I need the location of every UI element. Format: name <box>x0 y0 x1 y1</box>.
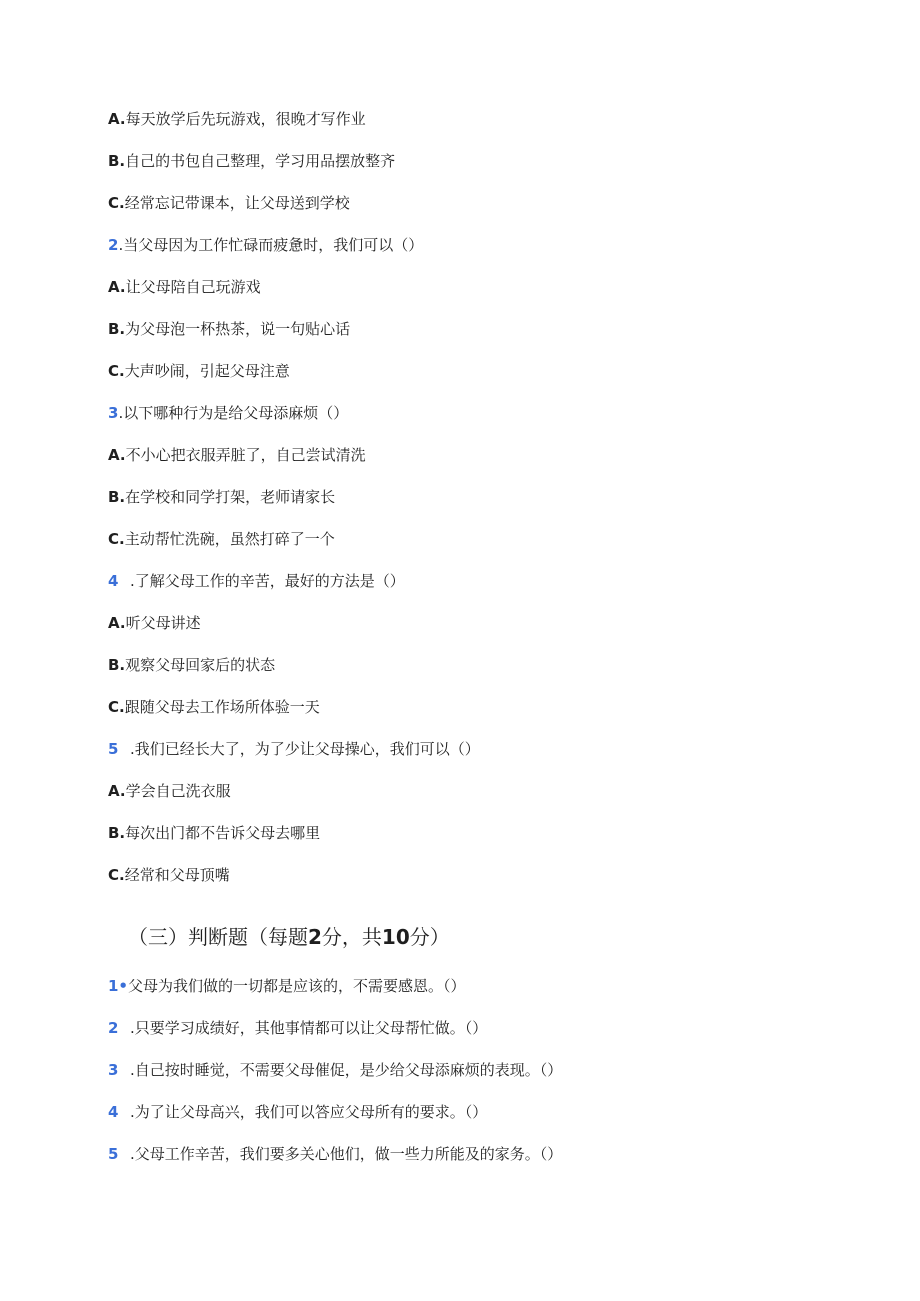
option-text: 让父母陪自己玩游戏 <box>125 278 261 296</box>
question-number: 5 <box>108 740 119 758</box>
item-number: 3 <box>108 1061 119 1079</box>
question-text: .以下哪种行为是给父母添麻烦（） <box>118 404 349 422</box>
option-4a <box>108 613 201 633</box>
option-letter: A. <box>108 110 126 128</box>
option-4b <box>108 655 275 675</box>
option-text: 跟随父母去工作场所体验一天 <box>124 698 320 716</box>
option-text: 为父母泡一杯热茶，说一句贴心话 <box>125 320 351 338</box>
option-letter: C. <box>108 698 125 716</box>
option-letter: B. <box>108 152 126 170</box>
option-letter: B. <box>108 824 126 842</box>
judgement-item-4 <box>108 1102 487 1122</box>
item-number: 4 <box>108 1103 119 1121</box>
option-text: 在学校和同学打架，老师请家长 <box>125 488 336 506</box>
option-letter: A. <box>108 278 126 296</box>
option-5b <box>108 823 320 843</box>
option-letter: B. <box>108 320 126 338</box>
option-text: 经常和父母顶嘴 <box>124 866 230 884</box>
option-text: 大声吵闹，引起父母注意 <box>124 362 290 380</box>
option-3b <box>108 487 335 507</box>
option-text: 经常忘记带课本，让父母送到学校 <box>124 194 350 212</box>
option-letter: C. <box>108 530 125 548</box>
question-text: .当父母因为工作忙碌而疲惫时，我们可以（） <box>118 236 424 254</box>
option-text: 每次出门都不告诉父母去哪里 <box>125 824 321 842</box>
item-number: 5 <box>108 1145 119 1163</box>
item-text: .自己按时睡觉，不需要父母催促，是少给父母添麻烦的表现。（） <box>130 1061 563 1079</box>
option-1b <box>108 151 395 171</box>
question-text: .我们已经长大了，为了少让父母操心，我们可以（） <box>130 740 480 758</box>
question-3 <box>108 403 348 423</box>
question-number: 2 <box>108 236 119 254</box>
item-text: .为了让父母高兴，我们可以答应父母所有的要求。（） <box>130 1103 488 1121</box>
option-letter: B. <box>108 656 126 674</box>
item-number: 1• <box>108 977 129 995</box>
judgement-item-5 <box>108 1144 562 1164</box>
option-1c <box>108 193 350 213</box>
section-heading: （三）判断题（每题2分，共10分） <box>128 925 450 949</box>
item-number: 2 <box>108 1019 119 1037</box>
question-number: 3 <box>108 404 119 422</box>
option-text: 学会自己洗衣服 <box>125 782 231 800</box>
option-text: 主动帮忙洗碗，虽然打碎了一个 <box>124 530 335 548</box>
item-text: 父母为我们做的一切都是应该的，不需要感恩。（） <box>128 977 466 995</box>
option-2b <box>108 319 350 339</box>
option-1a <box>108 109 366 129</box>
question-text: .了解父母工作的辛苦，最好的方法是（） <box>130 572 405 590</box>
option-text: 观察父母回家后的状态 <box>125 656 276 674</box>
question-2 <box>108 235 423 255</box>
option-text: 每天放学后先玩游戏，很晚才写作业 <box>125 110 366 128</box>
option-letter: C. <box>108 866 125 884</box>
option-text: 听父母讲述 <box>125 614 201 632</box>
judgement-item-3 <box>108 1060 562 1080</box>
option-letter: C. <box>108 362 125 380</box>
option-text: 不小心把衣服弄脏了，自己尝试清洗 <box>125 446 366 464</box>
question-4 <box>108 571 405 591</box>
option-4c <box>108 697 320 717</box>
question-number: 4 <box>108 572 119 590</box>
option-5c <box>108 865 230 885</box>
item-text: .父母工作辛苦，我们要多关心他们，做一些力所能及的家务。（） <box>130 1145 563 1163</box>
option-letter: A. <box>108 614 126 632</box>
option-2a <box>108 277 261 297</box>
option-3c <box>108 529 335 549</box>
option-3a <box>108 445 366 465</box>
option-letter: B. <box>108 488 126 506</box>
judgement-item-1 <box>108 976 466 996</box>
option-2c <box>108 361 290 381</box>
item-text: .只要学习成绩好，其他事情都可以让父母帮忙做。（） <box>130 1019 488 1037</box>
option-letter: C. <box>108 194 125 212</box>
judgement-item-2 <box>108 1018 487 1038</box>
option-letter: A. <box>108 782 126 800</box>
option-text: 自己的书包自己整理，学习用品摆放整齐 <box>125 152 396 170</box>
question-5 <box>108 739 480 759</box>
option-letter: A. <box>108 446 126 464</box>
option-5a <box>108 781 231 801</box>
